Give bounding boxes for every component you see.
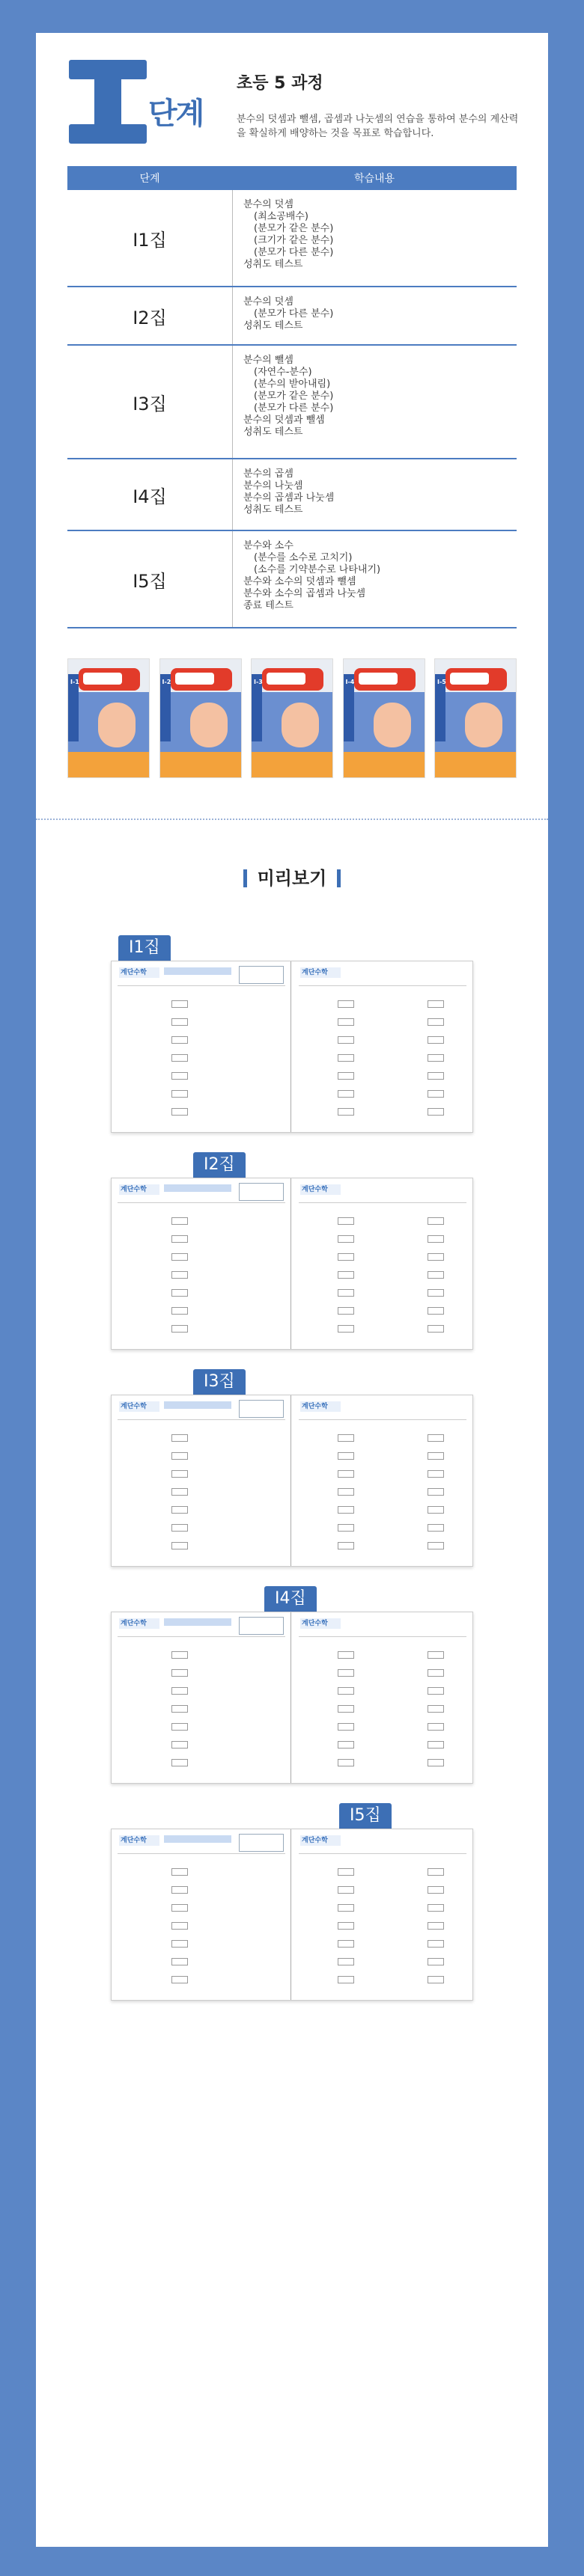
answer-box xyxy=(171,1651,188,1659)
content-line: (자연수-분수) xyxy=(254,367,312,378)
table-row xyxy=(67,190,517,287)
answer-box xyxy=(171,1524,188,1532)
answer-box xyxy=(428,1687,444,1695)
page-title: 초등 5 과정 xyxy=(237,74,323,93)
content-line: 분수와 소수 xyxy=(243,540,293,551)
content-line: 분수와 소수의 곱셈과 나눗셈 xyxy=(243,588,366,599)
content-line: 성취도 테스트 xyxy=(243,426,303,438)
answer-box xyxy=(171,1506,188,1514)
answer-box xyxy=(428,1054,444,1062)
preview-page xyxy=(111,1178,473,1350)
answer-box xyxy=(428,1524,444,1532)
book-label: I-3 xyxy=(254,679,263,685)
answer-box xyxy=(171,1090,188,1098)
answer-box xyxy=(171,1000,188,1008)
answer-box xyxy=(171,1452,188,1460)
page-logo: 계단수학 xyxy=(119,1401,159,1412)
answer-box xyxy=(171,1904,188,1912)
answer-box xyxy=(171,1886,188,1894)
preview-page xyxy=(111,1829,473,2001)
answer-box xyxy=(428,1090,444,1098)
answer-box xyxy=(338,1000,354,1008)
answer-box xyxy=(428,1235,444,1243)
table-header xyxy=(67,166,517,190)
preview-page xyxy=(111,961,473,1133)
content-card xyxy=(36,33,548,2547)
answer-box xyxy=(171,1542,188,1549)
answer-box xyxy=(338,1434,354,1442)
content-line: 종료 테스트 xyxy=(243,600,293,611)
preview-page xyxy=(111,1395,473,1567)
content-line: 성취도 테스트 xyxy=(243,259,303,270)
answer-box xyxy=(171,1741,188,1749)
answer-box xyxy=(338,1723,354,1731)
book-label: I-5 xyxy=(437,679,446,685)
answer-box xyxy=(171,1217,188,1225)
left-page xyxy=(112,1612,291,1783)
divider xyxy=(36,819,548,820)
answer-box xyxy=(338,1090,354,1098)
answer-box xyxy=(171,1072,188,1080)
content-line: (분수를 소수로 고치기) xyxy=(254,552,353,563)
preview-tag: I1집 xyxy=(118,935,171,961)
answer-box xyxy=(171,1488,188,1496)
answer-box xyxy=(171,1307,188,1315)
answer-box xyxy=(338,1235,354,1243)
col-stage: 단계 xyxy=(139,173,160,185)
answer-box xyxy=(338,1542,354,1549)
table-row xyxy=(67,531,517,628)
answer-box xyxy=(171,1868,188,1876)
answer-box xyxy=(171,1470,188,1478)
answer-box xyxy=(428,1904,444,1912)
answer-box xyxy=(428,1452,444,1460)
left-page xyxy=(112,1395,291,1566)
answer-box xyxy=(428,1000,444,1008)
stage-name: I4집 xyxy=(133,486,167,507)
answer-box xyxy=(428,1289,444,1297)
answer-box xyxy=(338,1253,354,1261)
answer-box xyxy=(171,1289,188,1297)
content-line: 분수의 덧셈 xyxy=(243,199,293,210)
answer-box xyxy=(171,1976,188,1983)
stage-name: I1집 xyxy=(133,229,167,251)
answer-box xyxy=(428,1651,444,1659)
content-line: 성취도 테스트 xyxy=(243,320,303,331)
answer-box xyxy=(428,1434,444,1442)
answer-box xyxy=(338,1054,354,1062)
page-logo: 계단수학 xyxy=(300,1835,341,1846)
answer-box xyxy=(428,1958,444,1965)
page-logo: 계단수학 xyxy=(300,1618,341,1629)
content-line: (분모가 다른 분수) xyxy=(254,403,334,414)
answer-box xyxy=(338,1108,354,1116)
table-row xyxy=(67,346,517,459)
page-description: 분수의 덧셈과 뺄셈, 곱셈과 나눗셈의 연습을 통하여 분수의 계산력을 확실하게 배양하는 것을 목표로 학습합니다. xyxy=(237,114,519,139)
book-cover xyxy=(251,658,333,778)
stage-content xyxy=(232,190,517,286)
answer-box xyxy=(428,1741,444,1749)
answer-box xyxy=(338,1759,354,1766)
answer-box xyxy=(428,1886,444,1894)
answer-box xyxy=(338,1922,354,1930)
answer-box xyxy=(338,1271,354,1279)
stage-content xyxy=(232,287,517,344)
stage-content xyxy=(232,346,517,458)
answer-box xyxy=(338,1018,354,1026)
page-logo: 계단수학 xyxy=(300,967,341,978)
answer-box xyxy=(338,1741,354,1749)
answer-box xyxy=(171,1018,188,1026)
answer-box xyxy=(171,1036,188,1044)
curriculum-table xyxy=(67,166,517,628)
preview-tag: I3집 xyxy=(193,1369,246,1395)
answer-box xyxy=(428,1488,444,1496)
answer-box xyxy=(171,1271,188,1279)
table-row xyxy=(67,287,517,346)
content-line: (분모가 다른 분수) xyxy=(254,308,334,319)
book-label: I-2 xyxy=(162,679,171,685)
answer-box xyxy=(338,1904,354,1912)
stage-name: I3집 xyxy=(133,393,167,414)
content-line: 분수의 곱셈과 나눗셈 xyxy=(243,492,335,504)
answer-box xyxy=(428,1542,444,1549)
right-page xyxy=(293,1612,472,1783)
answer-box xyxy=(428,1108,444,1116)
answer-box xyxy=(428,1723,444,1731)
answer-box xyxy=(428,1705,444,1713)
answer-box xyxy=(171,1325,188,1333)
content-line: 분수의 덧셈 xyxy=(243,296,293,308)
table-row xyxy=(67,459,517,531)
answer-box xyxy=(338,1506,354,1514)
answer-box xyxy=(428,1506,444,1514)
page-logo: 계단수학 xyxy=(119,967,159,978)
answer-box xyxy=(338,1325,354,1333)
content-line: (소수를 기약분수로 나타내기) xyxy=(254,564,381,575)
answer-box xyxy=(428,1217,444,1225)
book-cover xyxy=(343,658,425,778)
answer-box xyxy=(428,1669,444,1677)
page-logo: 계단수학 xyxy=(119,1835,159,1846)
answer-box xyxy=(171,1922,188,1930)
answer-box xyxy=(338,1958,354,1965)
preview-tag: I2집 xyxy=(193,1152,246,1178)
answer-box xyxy=(428,1271,444,1279)
page-logo: 계단수학 xyxy=(119,1184,159,1195)
left-page xyxy=(112,1829,291,2000)
answer-box xyxy=(428,1036,444,1044)
content-line: 성취도 테스트 xyxy=(243,504,303,515)
answer-box xyxy=(338,1036,354,1044)
answer-box xyxy=(338,1289,354,1297)
answer-box xyxy=(338,1217,354,1225)
content-line: 분수의 뺄셈 xyxy=(243,355,293,366)
answer-box xyxy=(428,1940,444,1948)
left-page xyxy=(112,1178,291,1349)
answer-box xyxy=(171,1759,188,1766)
answer-box xyxy=(338,1488,354,1496)
preview-page xyxy=(111,1612,473,1784)
answer-box xyxy=(171,1723,188,1731)
stage-content xyxy=(232,531,517,627)
preview-title: 미리보기 xyxy=(36,863,548,890)
content-line: (분모가 다른 분수) xyxy=(254,247,334,258)
answer-box xyxy=(171,1235,188,1243)
answer-box xyxy=(338,1705,354,1713)
right-page xyxy=(293,1395,472,1566)
answer-box xyxy=(428,1759,444,1766)
answer-box xyxy=(338,1940,354,1948)
answer-box xyxy=(171,1958,188,1965)
left-page xyxy=(112,961,291,1132)
answer-box xyxy=(428,1922,444,1930)
answer-box xyxy=(428,1976,444,1983)
page-logo: 계단수학 xyxy=(119,1618,159,1629)
answer-box xyxy=(338,1470,354,1478)
answer-box xyxy=(171,1705,188,1713)
answer-box xyxy=(338,1307,354,1315)
book-label: I-1 xyxy=(70,679,79,685)
answer-box xyxy=(338,1524,354,1532)
book-cover xyxy=(434,658,517,778)
answer-box xyxy=(338,1452,354,1460)
answer-box xyxy=(338,1687,354,1695)
answer-box xyxy=(171,1940,188,1948)
stage-content xyxy=(232,459,517,530)
answer-box xyxy=(428,1868,444,1876)
preview-tag: I4집 xyxy=(264,1586,317,1612)
answer-box xyxy=(171,1108,188,1116)
stage-name: I2집 xyxy=(133,307,167,328)
answer-box xyxy=(171,1434,188,1442)
content-line: (분모가 같은 분수) xyxy=(254,391,334,402)
page-logo: 계단수학 xyxy=(300,1184,341,1195)
book-cover xyxy=(159,658,242,778)
answer-box xyxy=(171,1253,188,1261)
content-line: 분수의 나눗셈 xyxy=(243,480,303,492)
answer-box xyxy=(338,1976,354,1983)
stage-letter-logo xyxy=(69,54,147,144)
content-line: 분수의 덧셈과 뺄셈 xyxy=(243,414,325,426)
answer-box xyxy=(428,1325,444,1333)
book-covers xyxy=(67,658,517,778)
answer-box xyxy=(428,1018,444,1026)
page-logo: 계단수학 xyxy=(300,1401,341,1412)
right-page xyxy=(293,1829,472,2000)
answer-box xyxy=(428,1470,444,1478)
stage-name: I5집 xyxy=(133,570,167,592)
preview-tag: I5집 xyxy=(339,1803,392,1829)
content-line: (분모가 같은 분수) xyxy=(254,223,334,234)
stage-label: 단계 xyxy=(148,97,204,131)
answer-box xyxy=(338,1669,354,1677)
answer-box xyxy=(428,1307,444,1315)
answer-box xyxy=(338,1072,354,1080)
answer-box xyxy=(338,1651,354,1659)
right-page xyxy=(293,961,472,1132)
col-content: 학습내용 xyxy=(353,173,395,185)
answer-box xyxy=(338,1886,354,1894)
answer-box xyxy=(428,1253,444,1261)
book-label: I-4 xyxy=(345,679,355,685)
content-line: (분수의 받아내림) xyxy=(254,379,331,390)
answer-box xyxy=(171,1687,188,1695)
content-line: 분수와 소수의 덧셈과 뺄셈 xyxy=(243,576,356,587)
answer-box xyxy=(171,1054,188,1062)
content-line: (최소공배수) xyxy=(254,211,308,222)
answer-box xyxy=(338,1868,354,1876)
answer-box xyxy=(428,1072,444,1080)
content-line: 분수의 곱셈 xyxy=(243,468,293,480)
right-page xyxy=(293,1178,472,1349)
content-line: (크기가 같은 분수) xyxy=(254,235,334,246)
book-cover xyxy=(67,658,150,778)
answer-box xyxy=(171,1669,188,1677)
